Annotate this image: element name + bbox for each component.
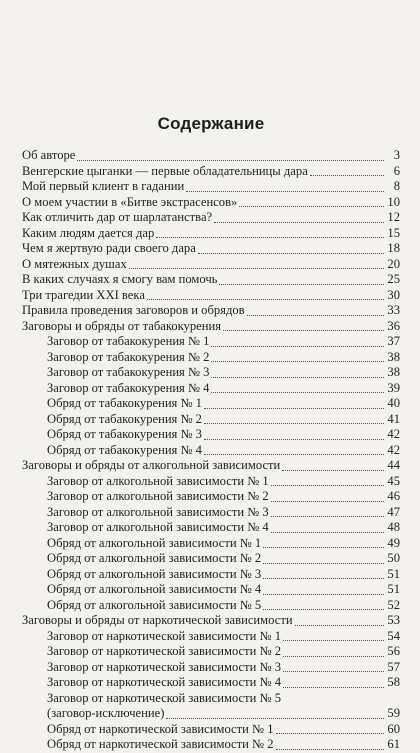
toc-entry-page-number: 42	[387, 427, 400, 441]
toc-entry-title: Заговор от алкогольной зависимости № 2	[47, 489, 269, 503]
toc-entry-title: Обряд от табакокурения № 1	[47, 396, 202, 410]
toc-entry-title: Заговор от наркотической зависимости № 4	[47, 675, 282, 689]
toc-entry-page-number: 39	[387, 380, 400, 395]
dot-leader	[276, 749, 384, 750]
toc-entry-page-number: 59	[387, 706, 400, 720]
dot-leader	[263, 578, 384, 579]
toc-entry-page-number: 58	[387, 675, 400, 689]
toc-entry	[22, 396, 400, 412]
toc-entry-title: Обряд от табакокурения № 4	[47, 442, 202, 457]
dot-leader	[263, 594, 384, 595]
toc-entry	[22, 365, 400, 381]
toc-entry	[22, 381, 400, 397]
toc-entry-title: Заговоры и обряды от алкогольной зависимости	[22, 458, 281, 472]
toc-entry-page-number: 47	[387, 504, 400, 519]
toc-entry-page-number: 20	[387, 256, 400, 271]
toc-entry-page-number: 33	[387, 303, 400, 317]
toc-entry-page-number: 50	[387, 551, 400, 565]
toc-entry	[22, 210, 400, 226]
dot-leader	[166, 718, 384, 719]
toc-entry	[22, 582, 400, 598]
dot-leader	[186, 191, 384, 192]
toc-entry	[22, 334, 400, 350]
toc-entry-page-number: 46	[387, 489, 400, 503]
toc-entry-title: Об авторе	[22, 148, 76, 162]
toc-entry-page-number: 25	[387, 272, 400, 286]
dot-leader	[295, 625, 384, 626]
dot-leader	[129, 268, 384, 269]
dot-leader	[283, 656, 384, 657]
dot-leader	[204, 439, 384, 440]
toc-entry-title: Заговор от алкогольной зависимости № 4	[47, 520, 269, 534]
dot-leader	[147, 299, 384, 300]
dot-leader	[239, 206, 384, 207]
dot-leader	[77, 160, 384, 161]
toc-entry-title: Обряд от алкогольной зависимости № 2	[47, 551, 262, 565]
dot-leader	[156, 237, 384, 238]
toc-entry-title: Заговор от табакокурения № 4	[47, 380, 210, 395]
toc-entry	[22, 660, 400, 676]
toc-entry	[22, 179, 400, 195]
toc-entry	[22, 474, 400, 490]
table-of-contents	[22, 148, 400, 753]
toc-entry-title: Заговор от наркотической зависимости № 2	[47, 644, 282, 658]
toc-entry-title: Каким людям дается дар	[22, 225, 155, 240]
toc-entry	[22, 644, 400, 660]
toc-entry	[22, 458, 400, 474]
toc-entry	[22, 303, 400, 319]
toc-entry-title: Обряд от табакокурения № 3	[47, 427, 202, 441]
toc-entry-title: Обряд от алкогольной зависимости № 4	[47, 582, 262, 596]
dot-leader	[271, 516, 384, 517]
toc-entry	[22, 722, 400, 738]
toc-entry	[22, 567, 400, 583]
dot-leader	[214, 222, 384, 223]
toc-entry-title: Заговор от наркотической зависимости № 3	[47, 659, 282, 674]
toc-entry-title: О моем участии в «Битве экстрасенсов»	[22, 194, 238, 209]
toc-entry-title: Обряд от алкогольной зависимости № 5	[47, 597, 262, 612]
dot-leader	[204, 454, 384, 455]
dot-leader	[283, 640, 384, 641]
dot-leader	[204, 423, 384, 424]
dot-leader	[263, 563, 384, 564]
toc-entry-title: Заговоры и обряды от табакокурения	[22, 318, 222, 333]
toc-entry-title: Обряд от наркотической зависимости № 2	[47, 737, 274, 751]
toc-entry	[22, 412, 400, 428]
toc-entry	[22, 598, 400, 614]
toc-entry-page-number: 40	[387, 396, 400, 410]
dot-leader	[283, 671, 384, 672]
toc-entry-page-number: 61	[387, 737, 400, 751]
toc-entry-title: Венгерские цыганки — первые обладательницы дара	[22, 163, 308, 178]
dot-leader	[310, 175, 384, 176]
toc-entry-page-number: 12	[387, 210, 400, 224]
toc-entry-title: Заговор от табакокурения № 3	[47, 365, 210, 379]
toc-entry-page-number: 3	[393, 148, 400, 162]
toc-entry	[22, 427, 400, 443]
toc-entry	[22, 350, 400, 366]
toc-entry-title: Заговор от табакокурения № 2	[47, 349, 210, 364]
toc-entry	[22, 226, 400, 242]
toc-entry	[22, 551, 400, 567]
toc-entry-title: В каких случаях я смогу вам помочь	[22, 272, 218, 286]
toc-entry	[22, 489, 400, 505]
toc-entry-page-number: 56	[387, 644, 400, 658]
toc-entry	[22, 288, 400, 304]
toc-entry	[22, 675, 400, 691]
toc-entry-page-number: 6	[393, 163, 400, 178]
toc-entry-page-number: 36	[387, 318, 400, 333]
toc-entry-page-number: 42	[387, 442, 400, 457]
toc-entry-page-number: 38	[387, 365, 400, 379]
toc-entry	[22, 319, 400, 335]
toc-entry	[22, 505, 400, 521]
toc-entry	[22, 737, 400, 753]
dot-leader	[263, 547, 384, 548]
toc-entry-title: Заговоры и обряды от наркотической зависимости	[22, 613, 293, 627]
toc-entry-title: Чем я жертвую ради своего дара	[22, 241, 196, 255]
toc-entry	[22, 520, 400, 536]
toc-entry	[22, 272, 400, 288]
toc-entry-page-number: 18	[387, 241, 400, 255]
toc-entry-page-number: 38	[387, 349, 400, 364]
toc-entry-page-number: 51	[387, 582, 400, 596]
toc-entry	[22, 443, 400, 459]
dot-leader	[204, 408, 384, 409]
dot-leader	[211, 346, 384, 347]
dot-leader	[282, 470, 384, 471]
toc-entry-page-number: 10	[387, 194, 400, 209]
toc-entry-title: О мятежных душах	[22, 256, 127, 271]
toc-entry	[22, 241, 400, 257]
dot-leader	[271, 532, 384, 533]
toc-entry-page-number: 48	[387, 520, 400, 534]
toc-entry-page-number: 30	[387, 287, 400, 302]
toc-entry-page-number: 45	[387, 473, 400, 488]
dot-leader	[263, 609, 384, 610]
dot-leader	[223, 330, 384, 331]
toc-entry-page-number: 44	[387, 458, 400, 472]
toc-entry-page-number: 52	[387, 597, 400, 612]
toc-entry-title: Как отличить дар от шарлатанства?	[22, 210, 213, 224]
toc-entry-title: Заговор от наркотической зависимости № 5	[47, 690, 282, 705]
dot-leader	[247, 315, 384, 316]
toc-entry	[22, 195, 400, 211]
toc-entry	[22, 536, 400, 552]
dot-leader	[276, 733, 384, 734]
toc-entry-title: Обряд от табакокурения № 2	[47, 411, 202, 426]
toc-entry-page-number: 15	[387, 225, 400, 240]
toc-entry-page-number: 41	[387, 411, 400, 426]
dot-leader	[271, 501, 384, 502]
toc-entry-title: Обряд от алкогольной зависимости № 1	[47, 535, 262, 550]
toc-entry-page-number: 57	[387, 659, 400, 674]
toc-entry	[22, 148, 400, 164]
toc-entry-title: Заговор от табакокурения № 1	[47, 334, 210, 348]
dot-leader	[211, 377, 384, 378]
dot-leader	[271, 485, 384, 486]
toc-entry	[22, 691, 400, 707]
toc-entry-title: Правила проведения заговоров и обрядов	[22, 303, 245, 317]
toc-entry-page-number: 37	[387, 334, 400, 348]
toc-entry-page-number: 8	[393, 179, 400, 193]
toc-entry	[22, 706, 400, 722]
toc-entry	[22, 629, 400, 645]
dot-leader	[283, 687, 384, 688]
toc-entry-title: (заговор-исключение)	[47, 706, 165, 720]
dot-leader	[211, 361, 384, 362]
dot-leader	[198, 253, 384, 254]
toc-entry-page-number: 54	[387, 628, 400, 643]
toc-entry-title: Заговор от наркотической зависимости № 1	[47, 628, 282, 643]
toc-entry-title: Обряд от алкогольной зависимости № 3	[47, 566, 262, 581]
toc-entry-page-number: 60	[387, 721, 400, 736]
toc-entry	[22, 164, 400, 180]
toc-entry-title: Заговор от алкогольной зависимости № 3	[47, 504, 269, 519]
page-title: Содержание	[157, 114, 265, 133]
toc-entry-title: Заговор от алкогольной зависимости № 1	[47, 473, 269, 488]
dot-leader	[219, 284, 384, 285]
toc-entry-title: Обряд от наркотической зависимости № 1	[47, 721, 274, 736]
dot-leader	[211, 392, 384, 393]
toc-entry	[22, 257, 400, 273]
toc-entry-page-number: 53	[387, 613, 400, 627]
toc-entry-title: Три трагедии XXI века	[22, 287, 145, 302]
toc-entry-title: Мой первый клиент в гадании	[22, 179, 185, 193]
toc-entry-page-number: 49	[387, 535, 400, 550]
toc-entry	[22, 613, 400, 629]
toc-entry-page-number: 51	[387, 566, 400, 581]
